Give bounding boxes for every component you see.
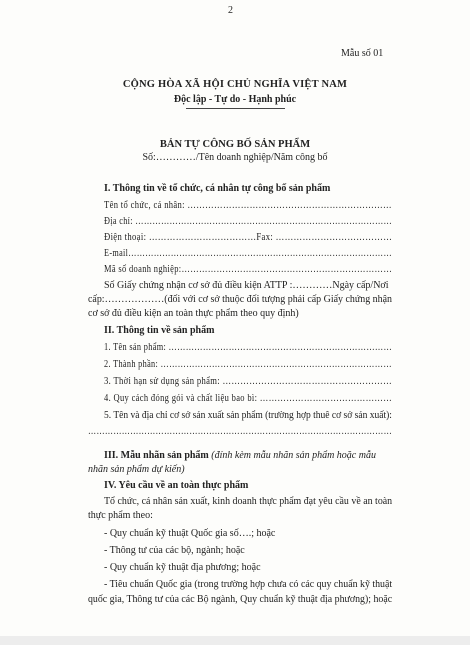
section-3-line-1	[104, 450, 376, 461]
manufacturer-field: 5. Tên và địa chỉ cơ sở sản xuất sản phẩm (trường hợp thuê cơ sở sản xuất):	[104, 410, 392, 421]
certificate-line-2: cấp:………………(đối với cơ sở thuộc đối tượng phải cấp Giấy chứng nhận	[88, 294, 393, 305]
motto-underline	[186, 108, 285, 109]
section-1-heading: I. Thông tin về tổ chức, cá nhân tự công bố sản phẩm	[104, 183, 331, 194]
page-bottom-edge	[0, 636, 470, 645]
certificate-line-3: cơ sở đủ điều kiện an toàn thực phẩm theo quy định)	[88, 308, 299, 319]
national-motto: Độc lập - Tự do - Hạnh phúc	[173, 94, 297, 105]
page-number: 2	[228, 5, 233, 16]
requirement-national-norm-1: - Tiêu chuẩn Quốc gia (trong trường hợp chưa có các quy chuẩn kỹ thuật	[104, 579, 393, 590]
section-4-heading: IV. Yêu cầu về an toàn thực phẩm	[104, 480, 249, 491]
section-3-note: (đính kèm mẫu nhãn sản phẩm hoặc mẫu	[211, 450, 376, 461]
enterprise-code-field: Mã số doanh nghiệp:………………………………………………………………	[104, 264, 393, 275]
section-2-heading: II. Thông tin về sản phẩm	[104, 325, 215, 336]
document-title: BẢN TỰ CÔNG BỐ SẢN PHẨM	[159, 139, 311, 150]
requirement-national-standard: - Quy chuẩn kỹ thuật Quốc gia số….; hoặc	[104, 528, 276, 539]
national-heading: CỘNG HÒA XÃ HỘI CHỦ NGHĨA VIỆT NAM	[122, 79, 348, 90]
requirement-local-standard: - Quy chuẩn kỹ thuật địa phương; hoặc	[104, 562, 261, 573]
email-field: E-mail…………………………………………………………………………………	[104, 248, 392, 259]
manufacturer-dots: ………………………………………………………………………………………………	[88, 426, 393, 437]
ingredients-field: 2. Thành phần: ………………………………………………………………………	[104, 359, 392, 370]
document-number-line: Số:…………/Tên doanh nghiệp/Năm công bố	[142, 152, 328, 163]
phone-fax-field: Điện thoại: ………………………………Fax: …………………………………	[104, 232, 393, 243]
requirement-national-norm-2: quốc gia, Thông tư của các Bộ ngành, Quy chuẩn kỹ thuật địa phương); hoặc	[88, 594, 393, 605]
requirements-intro-2: thực phẩm theo:	[88, 510, 153, 521]
requirement-circulars: - Thông tư của các bộ, ngành; hoặc	[104, 545, 245, 556]
address-field: Địa chỉ: ………………………………………………………………………………	[104, 216, 393, 227]
requirements-intro-1: Tổ chức, cá nhân sản xuất, kinh doanh thực phẩm đạt yêu cầu về an toàn	[104, 496, 393, 507]
packaging-field: 4. Quy cách đóng gói và chất liệu bao bì: ………………………………………	[104, 393, 393, 404]
section-3-heading: III. Mẫu nhãn sản phẩm	[104, 450, 209, 461]
shelf-life-field: 3. Thời hạn sử dụng sản phẩm: …………………………………………………	[104, 376, 393, 387]
section-3-note-continued: nhãn sản phẩm dự kiến)	[88, 464, 185, 475]
product-name-field: 1. Tên sản phẩm: ……………………………………………………………………	[104, 342, 393, 353]
form-number: Mẫu số 01	[341, 48, 384, 59]
org-name-field: Tên tổ chức, cá nhân: ……………………………………………………………	[104, 200, 392, 211]
certificate-line-1: Số Giấy chứng nhận cơ sở đủ điều kiện ATTP :…………Ngày cấp/Nơi	[104, 280, 389, 291]
